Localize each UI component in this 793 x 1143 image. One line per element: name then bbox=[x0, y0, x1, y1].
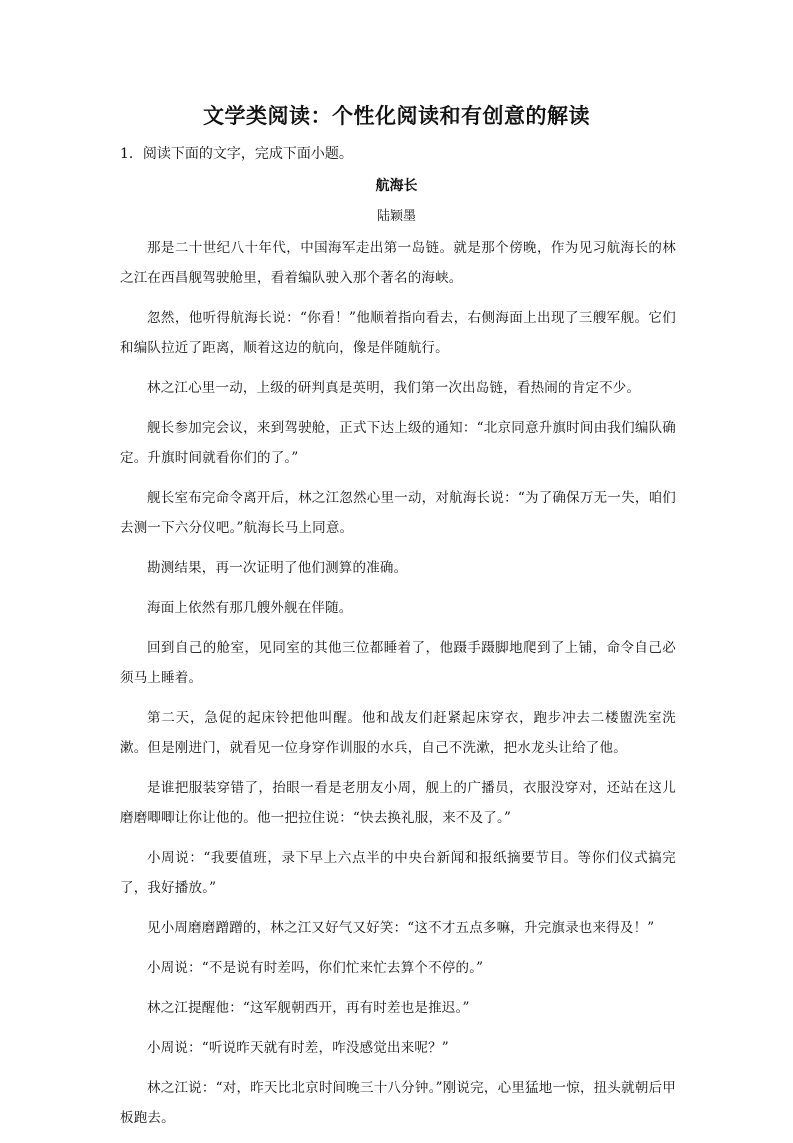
story-body bbox=[120, 233, 676, 1143]
document-title: 文学类阅读：个性化阅读和有创意的解读 bbox=[203, 103, 590, 128]
story-title: 航海长 bbox=[375, 178, 418, 194]
paragraph: 海面上依然有那几艘外舰在伴随。 bbox=[147, 600, 353, 616]
paragraph: 舰长室布完命令离开后，林之江忽然心里一动，对航海长说：“为了确保万无一失，咱们去测一下六分仪吧。”航海长马上同意。 bbox=[120, 490, 676, 536]
paragraph: 忽然，他听得航海长说：“你看！”他顺着指向看去，右侧海面上出现了三艘军舰。它们和编队拉近了距离，顺着这边的航向，像是伴随航行。 bbox=[120, 310, 676, 356]
paragraph: 是谁把服装穿错了，抬眼一看是老朋友小周，舰上的广播员，衣服没穿对，还站在这儿磨磨唧唧让你让他的。他一把拉住说：“快去换礼服，来不及了。” bbox=[120, 780, 676, 826]
story-author: 陆颖墨 bbox=[376, 209, 416, 224]
paragraph: 林之江心里一动，上级的研判真是英明，我们第一次出岛链，看热闹的肯定不少。 bbox=[147, 380, 641, 396]
paragraph: 回到自己的舱室，见同室的其他三位都睡着了，他蹑手蹑脚地爬到了上铺，命令自己必须马上睡着。 bbox=[120, 640, 676, 686]
paragraph: 小周说：“我要值班，录下早上六点半的中央台新闻和报纸摘要节目。等你们仪式搞完了，我好播放。” bbox=[120, 850, 676, 896]
paragraph: 第二天，急促的起床铃把他叫醒。他和战友们赶紧起床穿衣，跑步冲去二楼盥洗室洗漱。但是刚进门，就看见一位身穿作训服的水兵，自己不洗漱，把水龙头让给了他。 bbox=[120, 710, 676, 756]
paragraph: 小周说：“不是说有时差吗，你们忙来忙去算个不停的。” bbox=[147, 960, 484, 976]
paragraph: 林之江提醒他：“这军舰朝西开，再有时差也是推迟。” bbox=[147, 1000, 470, 1016]
paragraph: 勘测结果，再一次证明了他们测算的准确。 bbox=[147, 560, 408, 576]
question-prompt: 1．阅读下面的文字，完成下面小题。 bbox=[120, 146, 353, 162]
paragraph: 舰长参加完会议，来到驾驶舱，正式下达上级的通知：“北京同意升旗时间由我们编队确定。升旗时间就看你们的了。” bbox=[120, 420, 676, 466]
paragraph: 林之江说：“对，昨天比北京时间晚三十八分钟。”刚说完，心里猛地一惊，扭头就朝后甲板跑去。 bbox=[120, 1080, 676, 1126]
paragraph: 那是二十世纪八十年代，中国海军走出第一岛链。就是那个傍晚，作为见习航海长的林之江在西昌舰驾驶舱里，看着编队驶入那个著名的海峡。 bbox=[120, 240, 676, 286]
paragraph: 见小周磨磨蹭蹭的，林之江又好气又好笑：“这不才五点多嘛，升完旗录也来得及！” bbox=[147, 920, 655, 936]
paragraph: 小周说：“听说昨天就有时差，咋没感觉出来呢？” bbox=[147, 1040, 449, 1056]
